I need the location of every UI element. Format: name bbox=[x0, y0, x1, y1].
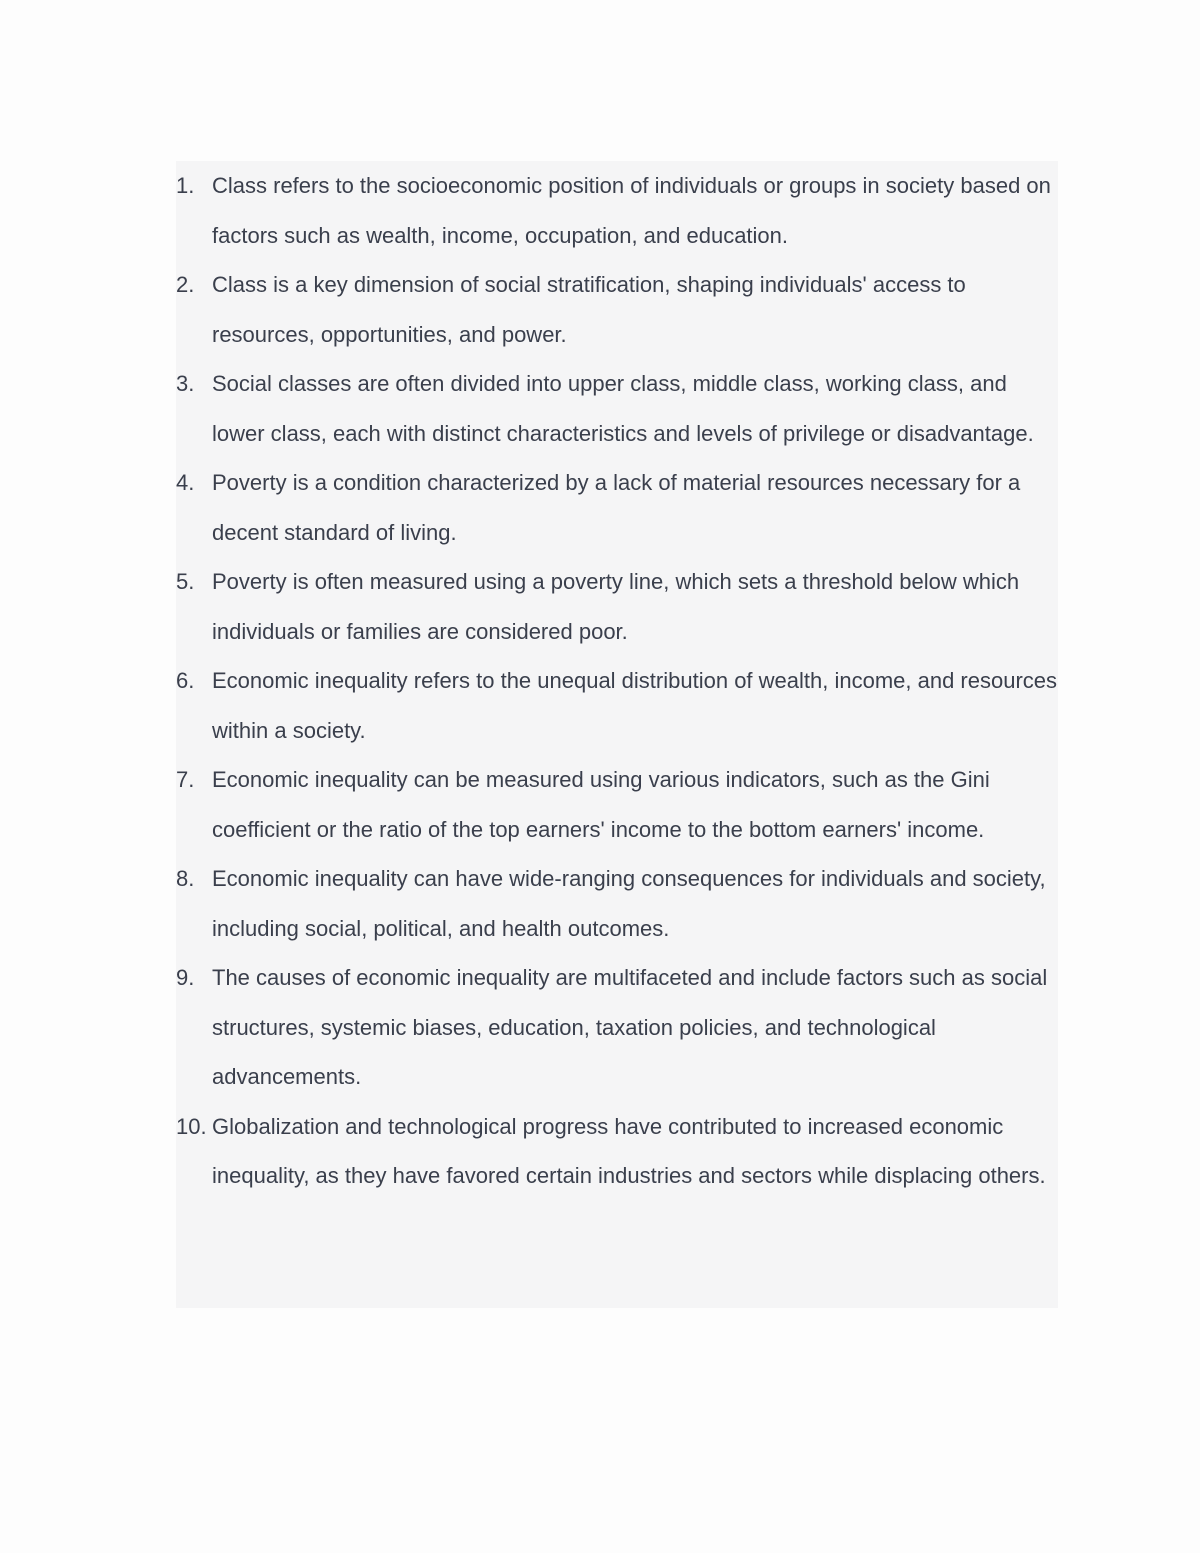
list-item-text: Economic inequality can be measured using various indicators, such as the Gini coefficient or the ratio of the top earners' income to the bottom earners' income. bbox=[212, 767, 990, 842]
list-item-number: 1. bbox=[176, 173, 195, 198]
list-item-number: 2. bbox=[176, 272, 195, 297]
list-item bbox=[176, 656, 1058, 755]
list-item-text: Poverty is often measured using a poverty line, which sets a threshold below which individuals or families are considered poor. bbox=[212, 569, 1020, 644]
list-item bbox=[176, 458, 1058, 557]
list-item-number: 5. bbox=[176, 569, 195, 594]
list-item bbox=[176, 854, 1058, 953]
list-item-text: Class is a key dimension of social stratification, shaping individuals' access to resources, opportunities, and power. bbox=[212, 272, 966, 347]
list-item-number: 4. bbox=[176, 470, 195, 495]
list-item-text: Poverty is a condition characterized by a lack of material resources necessary for a decent standard of living. bbox=[212, 470, 1021, 545]
list-item-number: 3. bbox=[176, 371, 195, 396]
list-item-text: Class refers to the socioeconomic position of individuals or groups in society based on factors such as wealth, income, occupation, and education. bbox=[212, 173, 1051, 248]
list-item bbox=[176, 1102, 1058, 1201]
numbered-list-block bbox=[176, 161, 1058, 1308]
list-item bbox=[176, 359, 1058, 458]
list-item bbox=[176, 953, 1058, 1102]
list-item-number: 7. bbox=[176, 767, 195, 792]
list-item-number: 6. bbox=[176, 668, 195, 693]
numbered-list bbox=[176, 161, 1058, 1201]
list-item-text: Globalization and technological progress have contributed to increased economic inequality, as they have favored certain industries and sectors while displacing others. bbox=[212, 1113, 1046, 1188]
list-item bbox=[176, 161, 1058, 260]
list-item-text: Economic inequality refers to the unequal distribution of wealth, income, and resources within a society. bbox=[212, 668, 1058, 743]
list-item-number: 9. bbox=[176, 965, 195, 990]
list-item bbox=[176, 260, 1058, 359]
list-item-number: 10. bbox=[176, 1113, 207, 1139]
list-item-number: 8. bbox=[176, 866, 195, 891]
list-item-text: Social classes are often divided into upper class, middle class, working class, and lower class, each with distinct characteristics and levels of privilege or disadvantage. bbox=[212, 371, 1034, 446]
list-item bbox=[176, 755, 1058, 854]
list-item-text: The causes of economic inequality are multifaceted and include factors such as social structures, systemic biases, education, taxation policies, and technological advancements. bbox=[212, 965, 1048, 1089]
list-item bbox=[176, 557, 1058, 656]
list-item-text: Economic inequality can have wide-ranging consequences for individuals and society, including social, political, and health outcomes. bbox=[212, 866, 1046, 941]
